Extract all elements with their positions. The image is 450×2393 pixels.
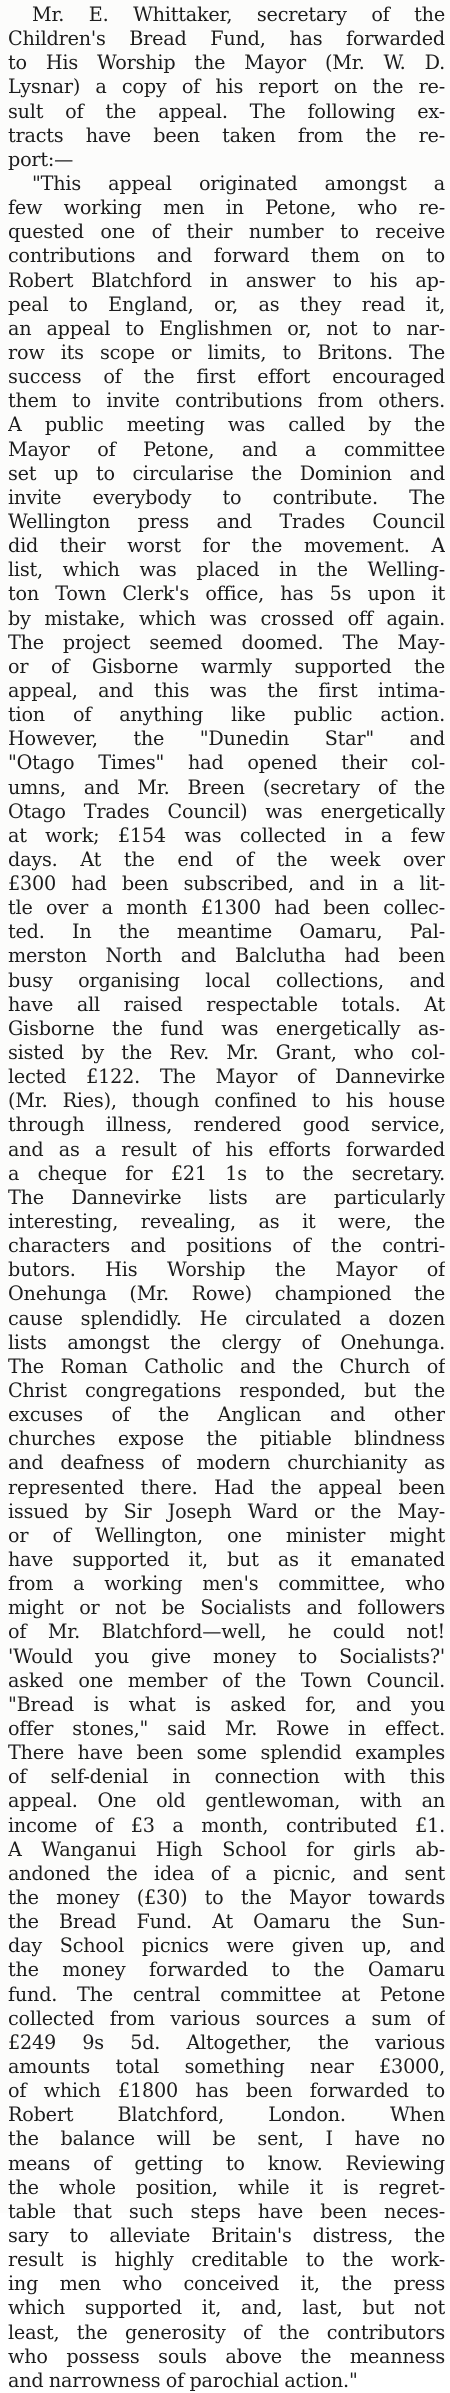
article-line: 'Would you give money to Socialists?' [8, 1644, 445, 1668]
article-line: Lysnar) a copy of his report on the re- [8, 75, 445, 99]
article-line: fund. The central committee at Petone [8, 1982, 445, 2006]
article-line: of Mr. Blatchford—well, he could not! [8, 1620, 445, 1644]
article-line: (Mr. Ries), though confined to his house [8, 1089, 445, 1113]
article-line: the money (£30) to the Mayor towards [8, 1885, 445, 1909]
article-line: £249 9s 5d. Altogether, the various [8, 2030, 445, 2054]
article-line: least, the generosity of the contributors [8, 2320, 445, 2344]
article-line: who possess souls above the meanness [8, 2344, 445, 2368]
article-line: Robert Blatchford in answer to his ap- [8, 268, 445, 292]
article-line: A Wanganui High School for girls ab- [8, 1837, 445, 1861]
article-line: which supported it, and, last, but not [8, 2296, 445, 2320]
article-line: at work; £154 was collected in a few [8, 823, 445, 847]
article-line: sisted by the Rev. Mr. Grant, who col- [8, 1041, 445, 1065]
article-line: offer stones," said Mr. Rowe in effect. [8, 1716, 445, 1740]
article-line: appeal. One old gentlewoman, with an [8, 1789, 445, 1813]
article-line: Christ congregations responded, but the [8, 1379, 445, 1403]
article-line: few working men in Petone, who re- [8, 196, 445, 220]
article-line: or of Wellington, one minister might [8, 1523, 445, 1547]
article-line: contributions and forward them on to [8, 244, 445, 268]
article-line: lected £122. The Mayor of Dannevirke [8, 1065, 445, 1089]
article-line: and deafness of modern churchianity as [8, 1451, 445, 1475]
article-line: the balance will be sent, I have no [8, 2127, 445, 2151]
article-line: collected from various sources a sum of [8, 2006, 445, 2030]
article-line: through illness, rendered good service, [8, 1113, 445, 1137]
article-line: day School picnics were given up, and [8, 1934, 445, 1958]
article-line: peal to England, or, as they read it, [8, 292, 445, 316]
article-line: Robert Blatchford, London. When [8, 2103, 445, 2127]
article-line: row its scope or limits, to Britons. The [8, 340, 445, 364]
article-line: might or not be Socialists and followers [8, 1596, 445, 1620]
article-line: The project seemed doomed. The May- [8, 630, 445, 654]
article-line: The Dannevirke lists are particularly [8, 1185, 445, 1209]
article-line: by mistake, which was crossed off again. [8, 606, 445, 630]
article-line: to His Worship the Mayor (Mr. W. D. [8, 51, 445, 75]
article-line: Children's Bread Fund, has forwarded [8, 27, 445, 51]
article-line: Mr. E. Whittaker, secretary of the [32, 3, 445, 26]
article-line: the money forwarded to the Oamaru [8, 1958, 445, 1982]
article-line: tion of anything like public action. [8, 703, 445, 727]
article-line: merston North and Balclutha had been [8, 944, 445, 968]
article-line: tle over a month £1300 had been collec- [8, 896, 445, 920]
article-line: The Roman Catholic and the Church of [8, 1354, 445, 1378]
article-line: did their worst for the movement. A [8, 534, 445, 558]
article-line: appeal, and this was the first intima- [8, 678, 445, 702]
article-line: "This appeal originated amongst a [32, 171, 445, 195]
article-line: represented there. Had the appeal been [8, 1475, 445, 1499]
article-line: busy organising local collections, and [8, 968, 445, 992]
article-line: table that such steps have been neces- [8, 2199, 445, 2223]
article-line: Onehunga (Mr. Rowe) championed the [8, 1282, 445, 1306]
article-line: days. At the end of the week over [8, 847, 445, 871]
article-line: Wellington press and Trades Council [8, 509, 445, 533]
article-line: quested one of their number to receive [8, 220, 445, 244]
article-line: the Bread Fund. At Oamaru the Sun- [8, 1910, 445, 1934]
article-line: ing men who conceived it, the press [8, 2272, 445, 2296]
article-line: A public meeting was called by the [8, 413, 445, 437]
article-line: There have been some splendid examples [8, 1741, 445, 1765]
article-line: of self-denial in connection with this [8, 1765, 445, 1789]
article-line: "Bread is what is asked for, and you [8, 1692, 445, 1716]
article-line: lists amongst the clergy of Onehunga. [8, 1330, 445, 1354]
article-body [8, 3, 445, 2393]
article-line: and narrowness of parochial action." [8, 2368, 358, 2392]
article-line: invite everybody to contribute. The [8, 485, 445, 509]
article-line: "Otago Times" had opened their col- [8, 751, 445, 775]
article-line: However, the "Dunedin Star" and [8, 727, 445, 751]
article-line: andoned the idea of a picnic, and sent [8, 1861, 445, 1885]
article-line: means of getting to know. Reviewing [8, 2151, 445, 2175]
article-line: £300 had been subscribed, and in a lit- [8, 872, 445, 896]
article-line: interesting, revealing, as it were, the [8, 1210, 445, 1234]
article-line: Mayor of Petone, and a committee [8, 437, 445, 461]
article-line: or of Gisborne warmly supported the [8, 654, 445, 678]
article-line: umns, and Mr. Breen (secretary of the [8, 775, 445, 799]
article-line: port:— [8, 147, 74, 171]
article-line: ton Town Clerk's office, has 5s upon it [8, 582, 445, 606]
article-line: and as a result of his efforts forwarded [8, 1137, 445, 1161]
article-line: income of £3 a month, contributed £1. [8, 1813, 445, 1837]
article-line: cause splendidly. He circulated a dozen [8, 1306, 445, 1330]
article-line: excuses of the Anglican and other [8, 1403, 445, 1427]
article-line: butors. His Worship the Mayor of [8, 1258, 445, 1282]
article-line: amounts total something near £3000, [8, 2054, 445, 2078]
article-line: sary to alleviate Britain's distress, the [8, 2223, 445, 2247]
article-line: success of the first effort encouraged [8, 365, 445, 389]
article-line: of which £1800 has been forwarded to [8, 2079, 445, 2103]
article-line: characters and positions of the contri- [8, 1234, 445, 1258]
article-line: have all raised respectable totals. At [8, 992, 445, 1016]
article-line: list, which was placed in the Welling- [8, 558, 445, 582]
article-line: have supported it, but as it emanated [8, 1548, 445, 1571]
article-line: Gisborne the fund was energetically as- [8, 1016, 445, 1040]
article-line: ted. In the meantime Oamaru, Pal- [8, 920, 445, 944]
article-line: from a working men's committee, who [8, 1572, 445, 1596]
article-line: an appeal to Englishmen or, not to nar- [8, 316, 445, 340]
article-line: issued by Sir Joseph Ward or the May- [8, 1499, 445, 1523]
article-line: tracts have been taken from the re- [8, 123, 445, 147]
article-line: asked one member of the Town Council. [8, 1668, 445, 1692]
article-line: them to invite contributions from others. [8, 389, 445, 413]
article-line: result is highly creditable to the work- [8, 2248, 445, 2272]
article-line: the whole position, while it is regret- [8, 2175, 445, 2199]
article-line: a cheque for £21 1s to the secretary. [8, 1161, 445, 1185]
article-line: set up to circularise the Dominion and [8, 461, 445, 485]
article-line: churches expose the pitiable blindness [8, 1427, 445, 1451]
article-line: Otago Trades Council) was energetically [8, 799, 445, 823]
article-line: sult of the appeal. The following ex- [8, 99, 445, 123]
